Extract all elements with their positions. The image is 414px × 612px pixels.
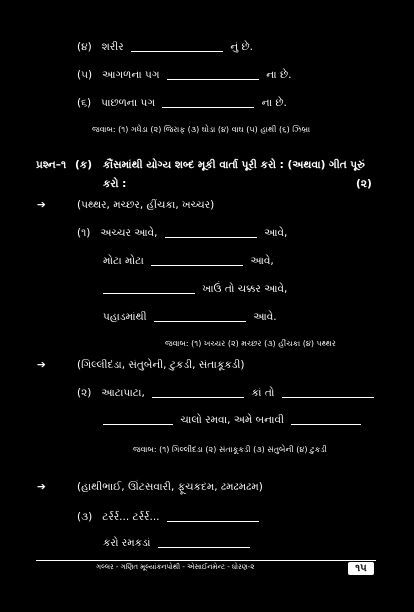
item-text: આગળના પગ <box>102 69 160 81</box>
poem-line <box>77 386 378 400</box>
poem-text: અચ્ચર આવે, <box>100 227 158 239</box>
poem-text: આવે, <box>250 255 274 267</box>
poem-text: આટાપાટા, <box>101 387 145 399</box>
arrow-icon: ➔ <box>37 481 46 493</box>
word-options: (પથ્થર, મચ્છર, હીંચકા, ખચ્ચર) <box>77 199 215 211</box>
answer-blank[interactable] <box>291 414 361 425</box>
answer-key: જવાબ: (૧) ગિલ્લીદંડા (૨) સંતાકૂકડી (૩) સંતુબેની (૪) ટુકડી <box>133 445 327 454</box>
answer-blank[interactable] <box>103 283 195 294</box>
page-number: ૧૫ <box>348 562 374 575</box>
item-6 <box>77 96 287 110</box>
word-options: (હાથીભાઈ, ઊંટસવારી, ફૂચકદમ, ઢમઢમઢમ) <box>77 481 263 493</box>
item-text: નું છે. <box>230 41 253 53</box>
poem-text: આવે, <box>264 227 288 239</box>
answer-blank[interactable] <box>131 41 223 52</box>
poem-line <box>103 536 254 550</box>
question-text: કૌંસમાંથી યોગ્ય શબ્દ મૂકી વાર્તા પૂરી કરો : (અથવા) ગીત પૂરું <box>103 159 365 171</box>
word-options: (ગિલ્લીદંડા, સંતુબેની, ટુકડી, સંતાકૂકડી) <box>77 359 245 371</box>
poem-line <box>103 413 365 427</box>
item-text: ના છે. <box>266 69 292 81</box>
poem-line <box>77 510 263 524</box>
item-number: (૬) <box>77 97 92 109</box>
answer-blank[interactable] <box>151 255 243 266</box>
item-text: ના છે. <box>261 97 287 109</box>
item-4 <box>77 40 253 54</box>
answer-blank[interactable] <box>154 311 246 322</box>
item-number: (૨) <box>77 387 92 399</box>
poem-text: ચાલો રમવા, અમે બનાવી <box>180 414 285 426</box>
item-text: શરીર <box>101 41 124 53</box>
footer-text: ગલ્લર - ગણિત મૂલ્યાંકનપોથી - એસાઈનમેન્ટ - ધોરણ-૨ <box>96 563 255 571</box>
poem-text: પહાડમાંથી <box>103 311 147 323</box>
answer-blank[interactable] <box>152 387 244 398</box>
answer-blank[interactable] <box>165 227 257 238</box>
item-text: પાછળના પગ <box>101 97 155 109</box>
poem-text: મોટા મોટા <box>103 255 144 267</box>
item-number: (૩) <box>77 511 93 523</box>
question-number: (ક) <box>75 159 93 171</box>
question-label: પ્રશ્ન–૧ <box>36 159 67 171</box>
item-number: (૧) <box>77 227 91 239</box>
item-5 <box>77 68 291 82</box>
poem-text: આવે. <box>253 311 277 323</box>
poem-line <box>103 282 287 296</box>
answer-key: જવાબ: (૧) ગધેડા (૨) જિરાફ (૩) ઘોડા (૪) વાઘ (૫) હાથી (૬) ઝિબ્રા <box>92 125 311 134</box>
item-number: (૪) <box>77 41 92 53</box>
arrow-icon: ➔ <box>37 359 46 371</box>
footer-rule <box>36 560 376 561</box>
item-number: (૫) <box>77 69 93 81</box>
poem-text: ટર્રર્ર... ટર્રર્ર... <box>102 511 160 523</box>
question-text-cont: કરો : <box>103 178 127 190</box>
poem-text: કરો રમકડાં <box>103 537 151 549</box>
arrow-icon: ➔ <box>37 199 46 211</box>
answer-blank[interactable] <box>167 511 259 522</box>
marks: (૨) <box>356 178 372 190</box>
answer-blank[interactable] <box>282 387 374 398</box>
poem-line <box>103 310 277 324</box>
poem-text: ખાઉં તો ચક્કર આવે, <box>202 283 288 295</box>
poem-line <box>77 226 287 240</box>
answer-blank[interactable] <box>103 414 173 425</box>
answer-blank[interactable] <box>167 69 259 80</box>
answer-blank[interactable] <box>158 537 250 548</box>
answer-blank[interactable] <box>162 97 254 108</box>
answer-key: જવાબ: (૧) ખચ્ચર (૨) મચ્છર (૩) હીંચકા (૪) પથ્થર <box>165 339 336 348</box>
poem-text: કાં તો <box>251 387 275 399</box>
poem-line <box>103 254 274 268</box>
